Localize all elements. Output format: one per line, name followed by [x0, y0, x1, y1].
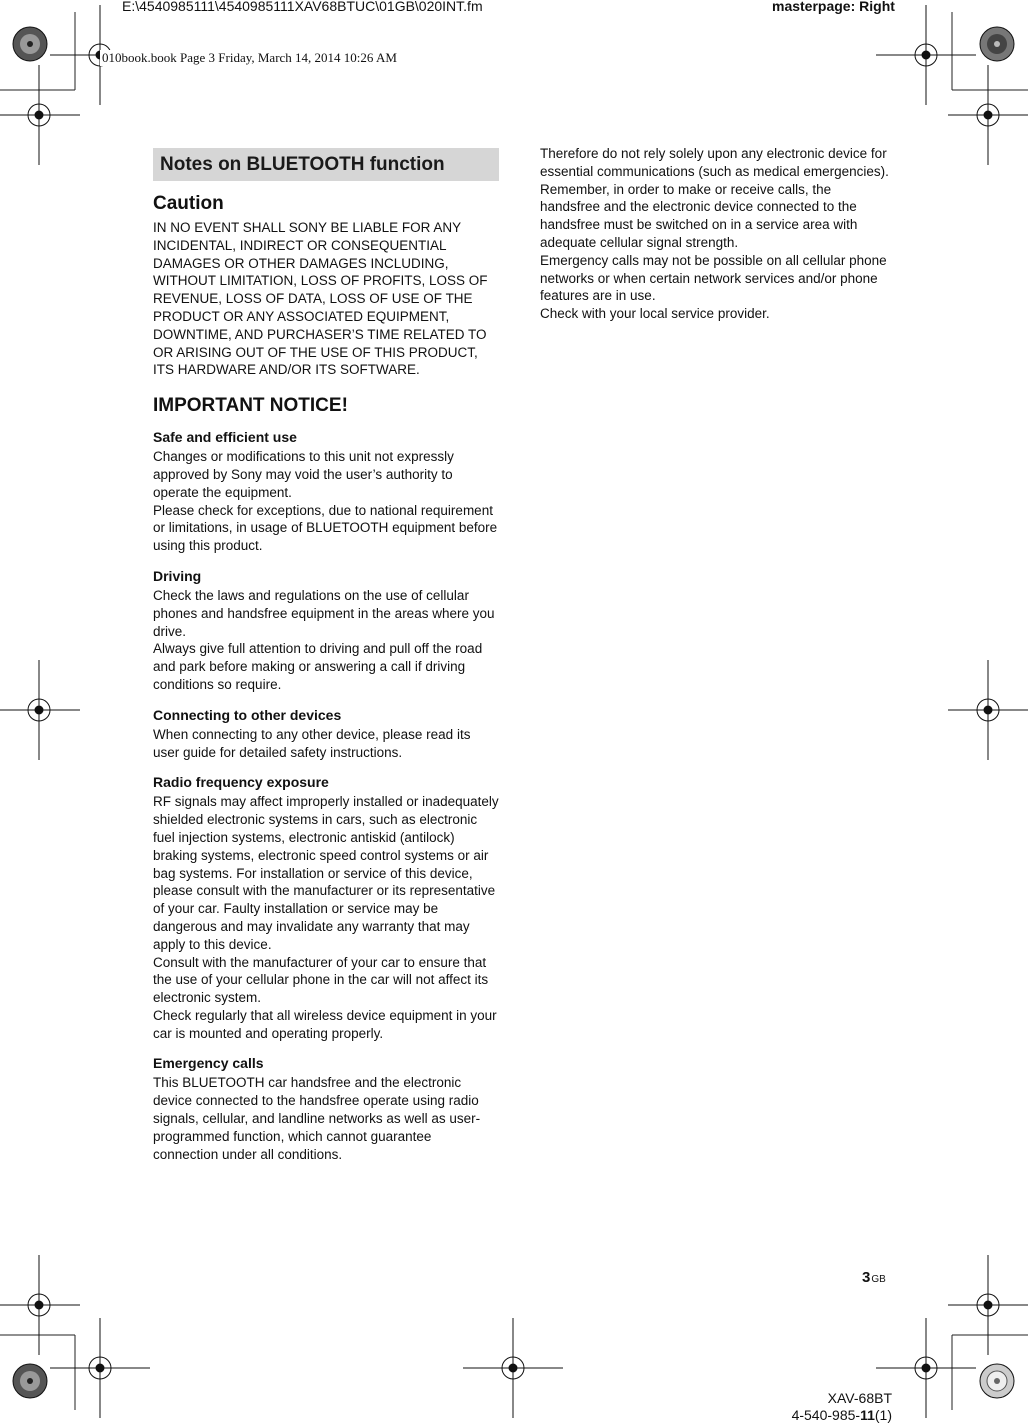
paragraph: RF signals may affect improperly installed or inadequately shielded electronic systems in cars, such as electronic fuel injection systems, electronic antiskid (antilock) braking systems, electronic speed control systems or air bag systems. For installation or service of this device, please consult with the manufacturer or its representative of your car. Faulty installation or service may be dangerous and may invalidate any warranty that may apply to this device.: [153, 794, 499, 952]
model-number: XAV-68BT: [827, 1390, 892, 1406]
part-bold: 11: [860, 1407, 875, 1423]
star-target-icon: [980, 27, 1014, 61]
paragraph: Consult with the manufacturer of your car to ensure that the use of your cellular phone in the car will not affect its electronic system.: [153, 954, 489, 1006]
paragraph: When connecting to any other device, please read its user guide for detailed safety instructions.: [153, 726, 471, 760]
paragraph: Check the laws and regulations on the use of cellular phones and handsfree equipment in the areas where you drive.: [153, 587, 495, 639]
page-number: [862, 1269, 886, 1286]
registration-mark-icon: [948, 1255, 1028, 1355]
paragraph: Please check for exceptions, due to national requirement or limitations, in usage of BLUETOOTH equipment before using this product.: [153, 502, 498, 554]
registration-mark-icon: [948, 660, 1028, 760]
connecting-heading: Connecting to other devices: [153, 706, 342, 723]
section-title: Notes on BLUETOOTH function: [153, 148, 499, 181]
paragraph: Always give full attention to driving and pull off the road and park before making or answering a call if driving conditions so require.: [153, 641, 483, 692]
part-suffix: (1): [874, 1407, 892, 1423]
registration-mark-icon: [463, 1318, 563, 1418]
radio-frequency-heading: Radio frequency exposure: [153, 774, 329, 791]
paragraph: Changes or modifications to this unit not expressly approved by Sony may void the user’s authority to operate the equipment.: [153, 449, 454, 500]
left-column: [153, 148, 499, 1163]
book-info-line: 010book.book Page 3 Friday, March 14, 2014 10:26 AM: [102, 50, 397, 65]
driving-heading: Driving: [153, 567, 202, 584]
paragraph: Check with your local service provider.: [540, 306, 770, 322]
right-column: [540, 145, 890, 323]
star-target-icon: [13, 27, 47, 61]
page-number-value: 3: [862, 1269, 871, 1286]
paragraph: Remember, in order to make or receive calls, the handsfree and the electronic device connected to the handsfree must be switched on in a service area with adequate cellular signal strength.: [540, 181, 858, 250]
paragraph: Emergency calls may not be possible on all cellular phone networks or when certain network services and/or phone features are in use.: [540, 252, 887, 304]
caution-text: IN NO EVENT SHALL SONY BE LIABLE FOR ANY INCIDENTAL, INDIRECT OR CONSEQUENTIAL DAMAGES OR OTHER DAMAGES INCLUDING, WITHOUT LIMITATION, LOSS OF PROFITS, LOSS OF REVENUE, LOSS OF DATA, LOSS OF USE OF THE PRODUCT OR ANY ASSOCIATED EQUIPMENT, DOWNTIME, AND PURCHASER’S TIME RELATED TO OR ARISING OUT OF THE USE OF THIS PRODUCT, ITS HARDWARE AND/OR ITS SOFTWARE.: [153, 220, 488, 378]
paragraph: Check regularly that all wireless device equipment in your car is mounted and operating properly.: [153, 1007, 497, 1041]
registration-mark-icon: [0, 65, 80, 165]
registration-mark-icon: [948, 65, 1028, 165]
registration-mark-icon: [0, 660, 80, 760]
emergency-calls-heading: Emergency calls: [153, 1055, 264, 1072]
part-prefix: 4-540-985-: [791, 1407, 861, 1423]
star-target-icon: [13, 1364, 47, 1398]
paragraph: Therefore do not rely solely upon any electronic device for essential communications (such as medical emergencies).: [540, 146, 889, 179]
star-target-icon: [980, 1364, 1014, 1398]
caution-heading: Caution: [153, 193, 224, 214]
registration-mark-icon: [50, 1318, 150, 1418]
part-number: [760, 1407, 892, 1423]
registration-mark-icon: [0, 1255, 80, 1355]
file-path-header: E:\4540985111\4540985111XAV68BTUC\01GB\020INT.fm: [122, 0, 483, 14]
paragraph: This BLUETOOTH car handsfree and the electronic device connected to the handsfree operate using radio signals, cellular, and landline networks as well as user-programmed function, which cannot guarantee connection under all conditions.: [153, 1075, 481, 1162]
page-number-suffix: GB: [871, 1274, 886, 1285]
notice-heading: IMPORTANT NOTICE!: [153, 395, 348, 417]
masterpage-label: masterpage: Right: [772, 0, 895, 14]
safe-use-heading: Safe and efficient use: [153, 429, 297, 446]
